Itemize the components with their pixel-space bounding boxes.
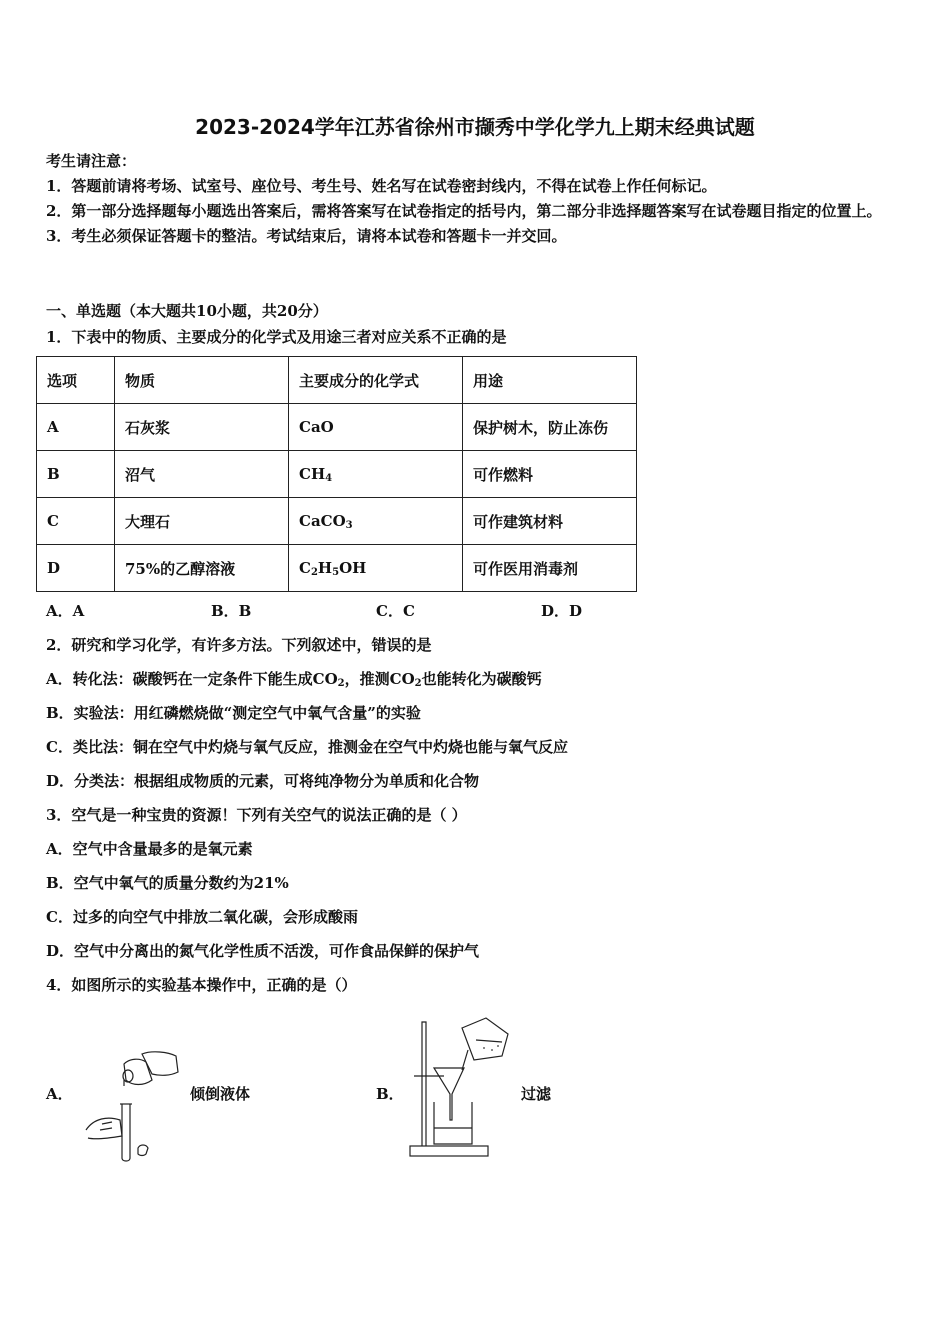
formula-text: C <box>299 558 311 577</box>
q1-option-b[interactable]: B．B <box>211 602 252 620</box>
q4-option-a-label[interactable]: A． <box>46 1085 73 1103</box>
q3-option-a[interactable]: A．空气中含量最多的是氧元素 <box>46 840 253 858</box>
q2-stem: 2．研究和学习化学，有许多方法。下列叙述中，错误的是 <box>46 636 432 654</box>
notice-heading: 考生请注意： <box>46 152 137 170</box>
table-row <box>37 451 637 498</box>
q3-option-c[interactable]: C．过多的向空气中排放二氧化碳，会形成酸雨 <box>46 908 358 926</box>
notice-item-1: 1．答题前请将考场、试室号、座位号、考生号、姓名写在试卷密封线内，不得在试卷上作任何标记。 <box>46 177 717 195</box>
q2-option-c[interactable]: C．类比法：铜在空气中灼烧与氧气反应，推测金在空气中灼烧也能与氧气反应 <box>46 738 568 756</box>
q4-option-b-label[interactable]: B． <box>376 1085 404 1103</box>
formula-subscript: 4 <box>325 472 333 484</box>
cell-option: A <box>37 404 115 451</box>
q1-table <box>36 356 637 592</box>
q2-option-a[interactable] <box>46 668 542 689</box>
q2-a-text: 也能转化为碳酸钙 <box>421 670 542 688</box>
q1-option-d[interactable]: D．D <box>541 602 583 620</box>
cell-substance: 大理石 <box>115 498 289 545</box>
q3-option-d[interactable]: D．空气中分离出的氮气化学性质不活泼，可作食品保鲜的保护气 <box>46 942 480 960</box>
cell-option: B <box>37 451 115 498</box>
formula-text: H <box>317 558 333 577</box>
q2-option-d[interactable]: D．分类法：根据组成物质的元素，可将纯净物分为单质和化合物 <box>46 772 480 790</box>
formula-subscript: 2 <box>310 566 318 578</box>
formula-text: CH <box>299 464 326 483</box>
cell-use: 可作医用消毒剂 <box>463 545 637 592</box>
formula-text: CaCO <box>299 511 346 530</box>
header-use: 用途 <box>463 357 637 404</box>
cell-formula <box>289 404 463 451</box>
header-formula: 主要成分的化学式 <box>289 357 463 404</box>
q4-option-a-caption: 倾倒液体 <box>190 1085 251 1103</box>
cell-substance: 75%的乙醇溶液 <box>115 545 289 592</box>
filtration-illustration <box>404 1010 520 1160</box>
q3-option-b[interactable]: B．空气中氧气的质量分数约为21% <box>46 874 289 892</box>
cell-use: 可作建筑材料 <box>463 498 637 545</box>
q1-option-c[interactable]: C．C <box>376 602 415 620</box>
cell-formula <box>289 545 463 592</box>
table-row <box>37 498 637 545</box>
table-row <box>37 404 637 451</box>
q1-option-a[interactable]: A．A <box>46 602 85 620</box>
cell-substance: 石灰浆 <box>115 404 289 451</box>
header-substance: 物质 <box>115 357 289 404</box>
cell-formula <box>289 498 463 545</box>
notice-item-3: 3．考生必须保证答题卡的整洁。考试结束后，请将本试卷和答题卡一并交回。 <box>46 227 567 245</box>
section-heading: 一、单选题（本大题共10小题，共20分） <box>46 302 328 320</box>
q1-stem: 1．下表中的物质、主要成分的化学式及用途三者对应关系不正确的是 <box>46 328 507 346</box>
page-title: 2023-2024学年江苏省徐州市撷秀中学化学九上期末经典试题 <box>195 115 755 139</box>
q2-a-text: A．转化法：碳酸钙在一定条件下能生成CO <box>46 670 338 688</box>
cell-formula <box>289 451 463 498</box>
cell-use: 保护树木，防止冻伤 <box>463 404 637 451</box>
q2-option-b[interactable]: B．实验法：用红磷燃烧做“测定空气中氧气含量”的实验 <box>46 704 421 722</box>
q4-option-b-caption: 过滤 <box>521 1085 552 1103</box>
pouring-liquid-illustration <box>82 1046 182 1164</box>
table-row <box>37 545 637 592</box>
formula-text: CaO <box>299 418 334 436</box>
notice-item-2: 2．第一部分选择题每小题选出答案后，需将答案写在试卷指定的括号内，第二部分非选择题答案写在试卷题目指定的位置上。 <box>46 202 882 220</box>
q2-a-text: ，推测CO <box>344 670 415 688</box>
formula-subscript: 3 <box>345 519 353 531</box>
q3-stem: 3．空气是一种宝贵的资源！下列有关空气的说法正确的是（ ） <box>46 806 467 824</box>
formula-subscript: 5 <box>332 566 340 578</box>
formula-text: OH <box>339 558 367 577</box>
cell-use: 可作燃料 <box>463 451 637 498</box>
notice-block <box>46 149 906 249</box>
header-option: 选项 <box>37 357 115 404</box>
q2-a-subscript: 2 <box>337 678 345 689</box>
cell-option: D <box>37 545 115 592</box>
table-header-row <box>37 357 637 404</box>
q4-stem: 4．如图所示的实验基本操作中，正确的是（） <box>46 976 357 994</box>
cell-option: C <box>37 498 115 545</box>
q2-a-subscript: 2 <box>414 678 422 689</box>
cell-substance: 沼气 <box>115 451 289 498</box>
